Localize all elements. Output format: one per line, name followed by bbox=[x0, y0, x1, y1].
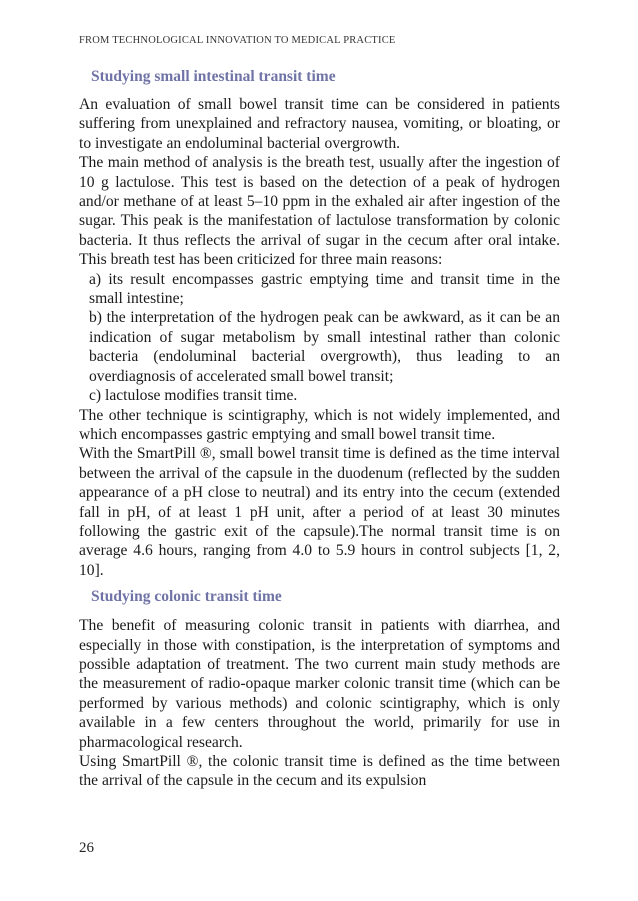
paragraph: With the SmartPill ®, small bowel transit time is defined as the time interval between the arrival of the capsule in the duodenum (reflected by the sudden appearance of a pH close to neutral) and its entry into the cecum (extended fall in pH, of at least 1 pH unit, after a period of at least 30 minutes following the gastric exit of the capsule).The normal transit time is on average 4.6 hours, ranging from 4.0 to 5.9 hours in control subjects [1, 2, 10]. bbox=[79, 445, 560, 579]
paragraph: The other technique is scintigraphy, which is not widely implemented, and which encompasses gastric emptying and small bowel transit time. bbox=[79, 406, 560, 443]
section-heading-colonic: Studying colonic transit time bbox=[91, 588, 282, 606]
running-head: FROM TECHNOLOGICAL INNOVATION TO MEDICAL PRACTICE bbox=[79, 35, 396, 46]
page-number: 26 bbox=[79, 840, 94, 856]
paragraph: The main method of analysis is the breath test, usually after the ingestion of 10 g lactulose. This test is based on the detection of a peak of hydrogen and/or methane of at least 5–10 ppm in the exhaled air after ingestion of the sugar. This peak is the manifestation of lactulose transformation by colonic bacteria. It thus reflects the arrival of sugar in the cecum after oral intake. This breath test has been criticized for three main reasons: bbox=[79, 154, 560, 269]
paragraph: The benefit of measuring colonic transit in patients with diarrhea, and especially in those with constipation, is the interpretation of symptoms and possible adaptation of treatment. The two current main study methods are the measurement of radio-opaque marker colonic transit time (which can be performed by various methods) and colonic scintigraphy, which is only available in a few centers throughout the world, primarily for use in pharmacological research. bbox=[79, 617, 560, 751]
section-heading-small-intestinal: Studying small intestinal transit time bbox=[91, 68, 336, 85]
list-item: b) the interpretation of the hydrogen peak can be awkward, as it can be an indication of sugar metabolism by small intestinal rather than colonic bacteria (endoluminal bacterial overgrowth), thus leading to an overdiagnosis of accelerated small bowel transit; bbox=[89, 309, 560, 385]
paragraph: Using SmartPill ®, the colonic transit time is defined as the time between the arrival of the capsule in the cecum and its expulsion bbox=[79, 753, 560, 790]
list-item: c) lactulose modifies transit time. bbox=[89, 387, 298, 405]
paragraph: An evaluation of small bowel transit time can be considered in patients suffering from unexplained and refractory nausea, vomiting, or bloating, or to investigate an endoluminal bacterial overgrowth. bbox=[79, 96, 560, 152]
page-body bbox=[79, 66, 560, 791]
list-item: a) its result encompasses gastric emptying time and transit time in the small intestine; bbox=[89, 270, 560, 308]
